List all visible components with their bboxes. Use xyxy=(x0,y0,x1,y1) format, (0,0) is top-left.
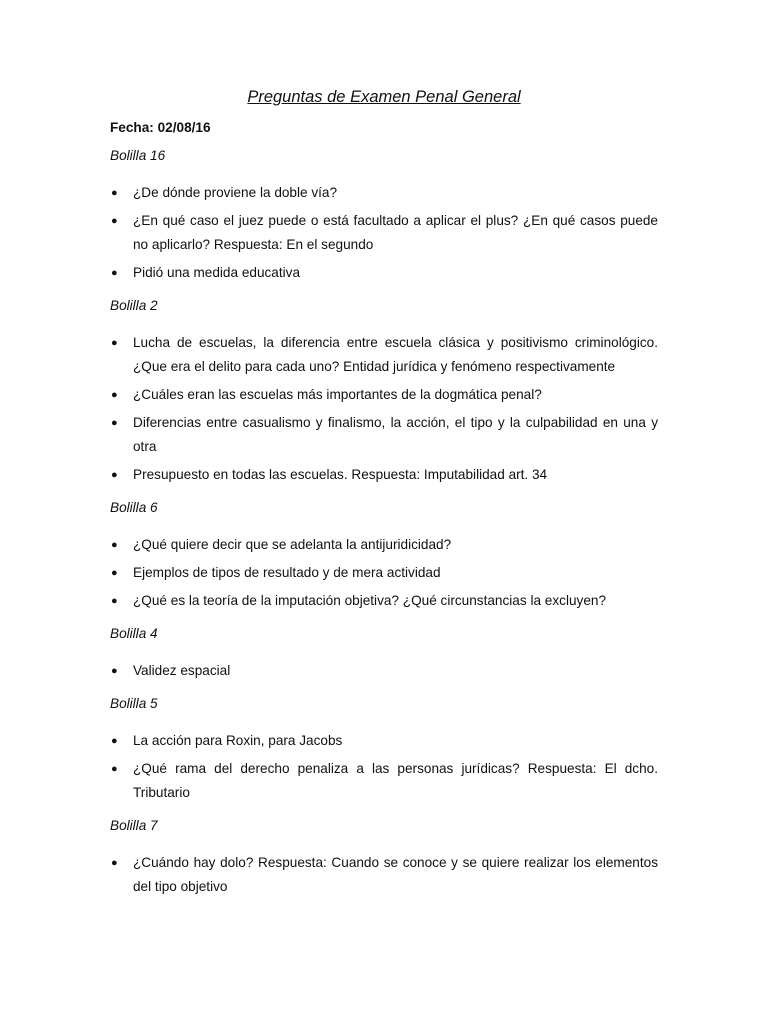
question-text: Ejemplos de tipos de resultado y de mera actividad xyxy=(133,565,441,580)
bullet-icon: ● xyxy=(111,469,118,481)
bullet-icon: ● xyxy=(111,337,118,349)
date-value: 02/08/16 xyxy=(157,120,211,135)
question-text: Lucha de escuelas, la diferencia entre escuela clásica y positivismo criminológico. ¿Que era el delito para cada uno? Entidad jurídica y fenómeno respectivamente xyxy=(133,335,658,374)
bullet-icon: ● xyxy=(111,665,118,677)
section-heading: Bolilla 4 xyxy=(110,626,158,641)
list-item xyxy=(110,561,658,585)
question-text: ¿Cuáles eran las escuelas más importantes de la dogmática penal? xyxy=(133,387,542,402)
list-item xyxy=(110,181,658,205)
question-text: ¿Qué quiere decir que se adelanta la antijuridicidad? xyxy=(133,537,452,552)
list-item xyxy=(110,659,658,683)
list-item xyxy=(110,331,658,379)
list-item xyxy=(110,463,658,487)
bullet-icon: ● xyxy=(111,389,118,401)
section-heading: Bolilla 6 xyxy=(110,500,158,515)
document-title: Preguntas de Examen Penal General xyxy=(247,88,521,106)
sections-container xyxy=(110,146,658,910)
bullet-icon: ● xyxy=(111,267,118,279)
question-text: La acción para Roxin, para Jacobs xyxy=(133,733,343,748)
bullet-icon: ● xyxy=(111,539,118,551)
list-item xyxy=(110,757,658,805)
question-text: Validez espacial xyxy=(133,663,231,678)
question-text: ¿En qué caso el juez puede o está facultado a aplicar el plus? ¿En qué casos puede no aplicarlo? Respuesta: En el segundo xyxy=(133,213,658,252)
list-item xyxy=(110,411,658,459)
section-heading: Bolilla 2 xyxy=(110,298,158,313)
bullet-icon: ● xyxy=(111,857,118,869)
list-item xyxy=(110,851,658,899)
section-heading: Bolilla 7 xyxy=(110,818,158,833)
question-list xyxy=(110,181,658,285)
question-text: Presupuesto en todas las escuelas. Respuesta: Imputabilidad art. 34 xyxy=(133,467,548,482)
question-list xyxy=(110,729,658,805)
section-heading: Bolilla 16 xyxy=(110,148,166,163)
date-label: Fecha: xyxy=(110,120,154,135)
exam-date xyxy=(110,118,211,138)
question-text: Pidió una medida educativa xyxy=(133,265,301,280)
section-heading: Bolilla 5 xyxy=(110,696,158,711)
question-text: Diferencias entre casualismo y finalismo, la acción, el tipo y la culpabilidad en una y otra xyxy=(133,415,658,454)
list-item xyxy=(110,383,658,407)
bullet-icon: ● xyxy=(111,187,118,199)
bullet-icon: ● xyxy=(111,735,118,747)
question-list xyxy=(110,851,658,899)
bullet-icon: ● xyxy=(111,215,118,227)
question-list xyxy=(110,533,658,613)
bullet-icon: ● xyxy=(111,763,118,775)
list-item xyxy=(110,589,658,613)
question-list xyxy=(110,331,658,487)
list-item xyxy=(110,261,658,285)
list-item xyxy=(110,209,658,257)
bullet-icon: ● xyxy=(111,595,118,607)
bullet-icon: ● xyxy=(111,567,118,579)
question-list xyxy=(110,659,658,683)
list-item xyxy=(110,729,658,753)
bullet-icon: ● xyxy=(111,417,118,429)
question-text: ¿Cuándo hay dolo? Respuesta: Cuando se conoce y se quiere realizar los elementos del tipo objetivo xyxy=(133,855,658,894)
list-item xyxy=(110,533,658,557)
question-text: ¿Qué es la teoría de la imputación objetiva? ¿Qué circunstancias la excluyen? xyxy=(133,593,607,608)
question-text: ¿De dónde proviene la doble vía? xyxy=(133,185,338,200)
question-text: ¿Qué rama del derecho penaliza a las personas jurídicas? Respuesta: El dcho. Tributario xyxy=(133,761,658,800)
